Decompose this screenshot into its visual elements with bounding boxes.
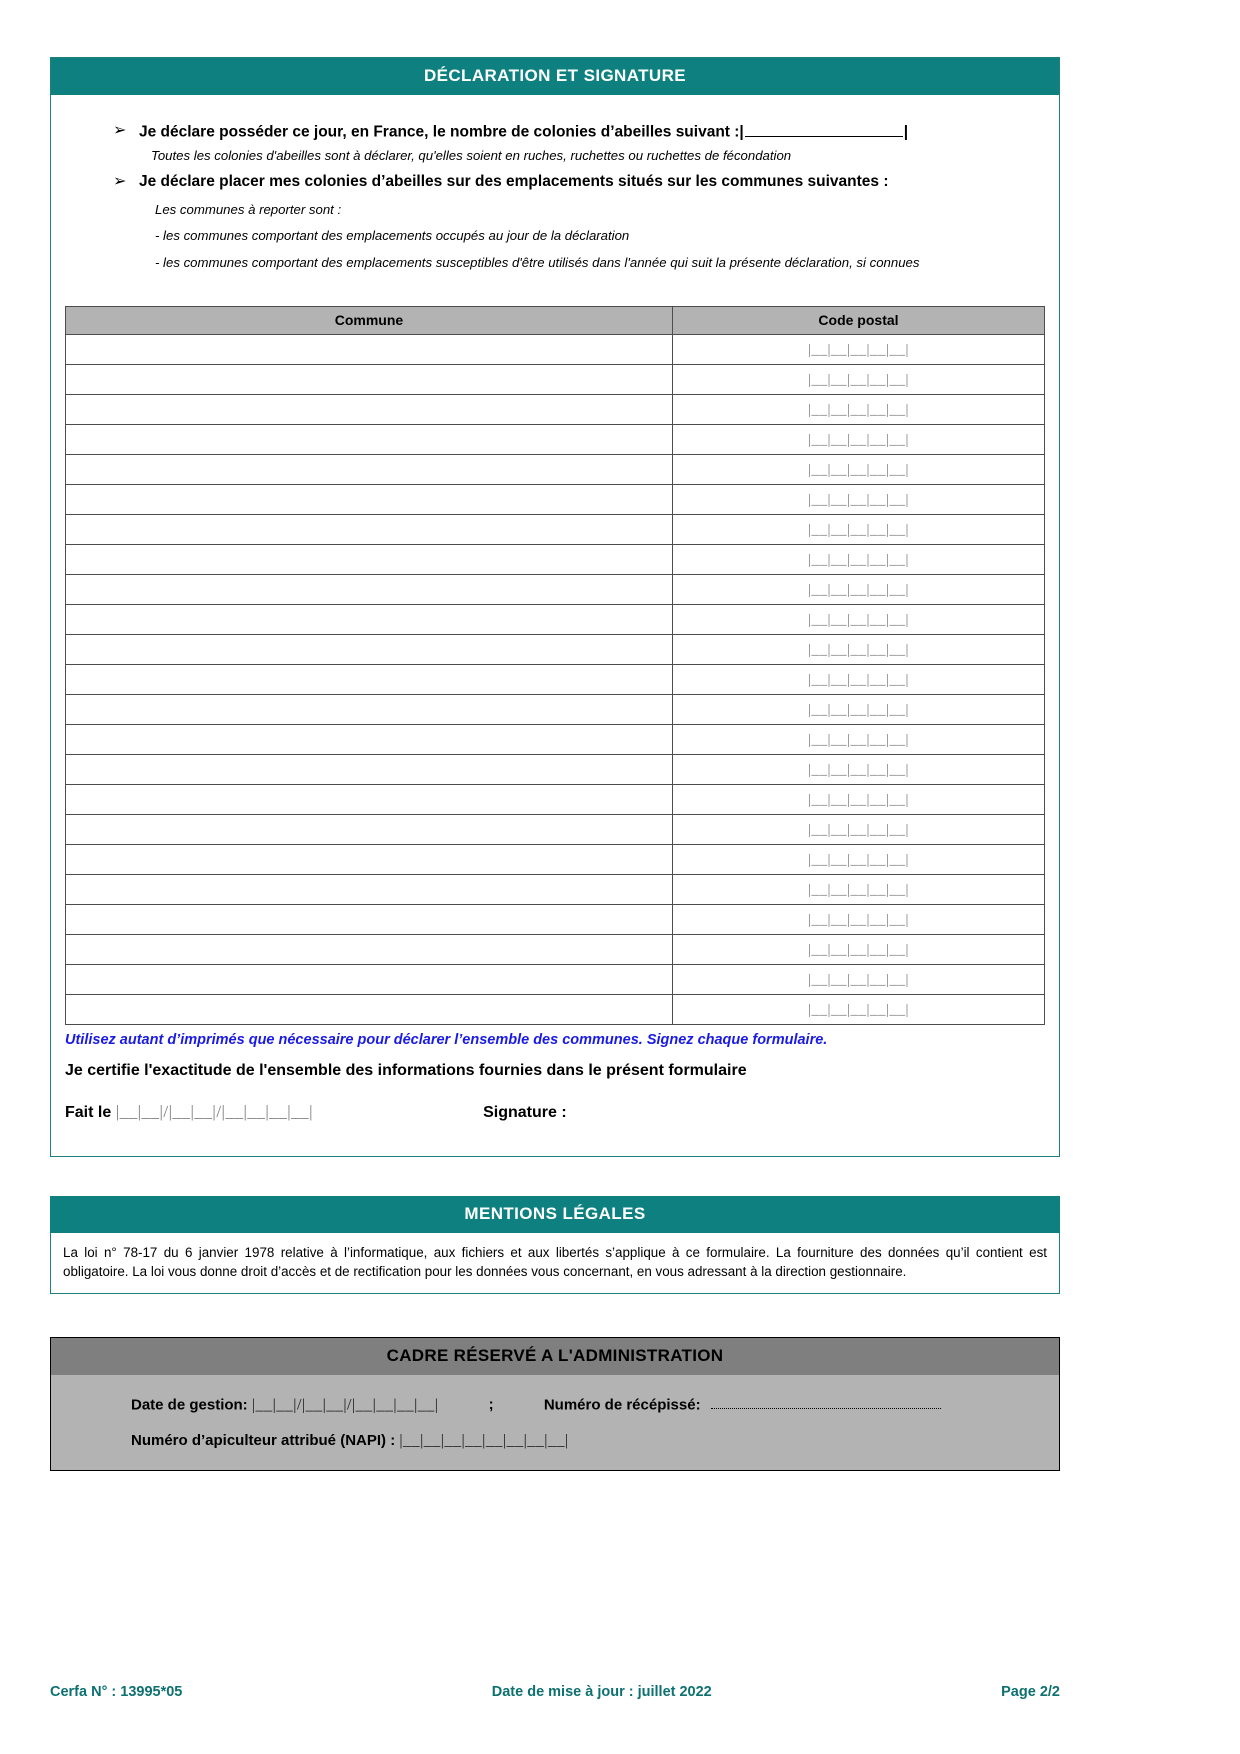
declaration-section-header: DÉCLARATION ET SIGNATURE [51,58,1059,95]
commune-input[interactable] [66,785,673,815]
commune-input[interactable] [66,845,673,875]
commune-input[interactable] [66,545,673,575]
administration-body [51,1375,1059,1471]
code-postal-input[interactable] [672,635,1044,665]
commune-input[interactable] [66,935,673,965]
legal-notice-text: La loi n° 78-17 du 6 janvier 1978 relative à l’informatique, aux fichiers et aux libertés s’applique à ce formulaire. La fourniture des données qu’il contient est obligatoire. La loi vous donne droit d’accès et de rectification pour les données vous concernant, en vous adressant à la direction gestionnaire. [50,1233,1060,1294]
code-postal-boxes: |__|__|__|__|__| [807,791,909,808]
commune-input[interactable] [66,395,673,425]
arrow-bullet-icon-2: ➢ [113,172,127,190]
code-postal-boxes: |__|__|__|__|__| [807,761,909,778]
commune-input[interactable] [66,605,673,635]
table-row [66,335,1045,365]
column-header-commune: Commune [66,307,673,335]
table-row [66,515,1045,545]
commune-input[interactable] [66,695,673,725]
administration-napi-row [51,1432,1059,1450]
code-postal-input[interactable] [672,545,1044,575]
communes-table [65,306,1045,1025]
commune-input[interactable] [66,425,673,455]
code-postal-boxes: |__|__|__|__|__| [807,941,909,958]
communes-note-intro: Les communes à reporter sont : [155,201,342,217]
code-postal-boxes: |__|__|__|__|__| [807,491,909,508]
table-row [66,995,1045,1025]
date-de-gestion-label: Date de gestion: [131,1396,248,1414]
declaration-item-colonies-note: Toutes les colonies d'abeilles sont à déclarer, qu'elles soient en ruches, ruchettes ou ruchettes de fécondation [151,148,792,164]
commune-input[interactable] [66,815,673,845]
communes-note-future: - les communes comportant des emplacements susceptibles d'être utilisés dans l'année qui suit la présente déclaration, si connues [155,254,920,270]
communes-note-occupied: - les communes comportant des emplacements occupés au jour de la déclaration [155,228,630,244]
table-row [66,785,1045,815]
communes-table-header-row [66,307,1045,335]
table-row [66,755,1045,785]
commune-input[interactable] [66,875,673,905]
column-header-code-postal: Code postal [672,307,1044,335]
code-postal-boxes: |__|__|__|__|__| [807,881,909,898]
code-postal-input[interactable] [672,455,1044,485]
table-row [66,695,1045,725]
code-postal-boxes: |__|__|__|__|__| [807,611,909,628]
page-footer [50,1684,1060,1700]
declaration-section [50,57,1060,1157]
declaration-body [51,95,1059,303]
code-postal-input[interactable] [672,935,1044,965]
date-de-gestion-input[interactable]: |__|__|/|__|__|/|__|__|__|__| [251,1396,439,1414]
code-postal-boxes: |__|__|__|__|__| [807,971,909,988]
commune-input[interactable] [66,365,673,395]
code-postal-input[interactable] [672,755,1044,785]
commune-input[interactable] [66,335,673,365]
code-postal-input[interactable] [672,485,1044,515]
table-row [66,605,1045,635]
legal-notice-section [50,1196,1060,1294]
fait-le-label: Fait le [65,1104,112,1122]
code-postal-boxes: |__|__|__|__|__| [807,641,909,658]
declaration-item-colonies-text: Je déclare posséder ce jour, en France, le nombre de colonies d’abeilles suivant : [139,123,740,141]
table-row [66,905,1045,935]
administration-section [50,1337,1060,1471]
communes-table-wrapper [51,302,1059,1025]
colonies-field-pipe-end: | [903,123,909,141]
napi-input[interactable]: |__|__|__|__|__|__|__|__| [399,1432,569,1450]
code-postal-boxes: |__|__|__|__|__| [807,521,909,538]
table-row [66,545,1045,575]
code-postal-boxes: |__|__|__|__|__| [807,731,909,748]
napi-label: Numéro d’apiculteur attribué (NAPI) : [131,1432,396,1450]
code-postal-boxes: |__|__|__|__|__| [807,911,909,928]
table-row [66,815,1045,845]
code-postal-boxes: |__|__|__|__|__| [807,821,909,838]
table-row [66,575,1045,605]
code-postal-input[interactable] [672,605,1044,635]
field-separator: ; [488,1396,494,1414]
declaration-item-colonies [65,121,1045,144]
commune-input[interactable] [66,455,673,485]
code-postal-input[interactable] [672,995,1044,1025]
footer-cerfa-number: Cerfa N° : 13995*05 [50,1684,183,1700]
code-postal-input[interactable] [672,665,1044,695]
certification-statement: Je certifie l'exactitude de l'ensemble des informations fournies dans le présent formulaire [65,1062,747,1080]
administration-section-header: CADRE RÉSERVÉ A L'ADMINISTRATION [51,1338,1059,1375]
commune-input[interactable] [66,485,673,515]
fait-le-group [65,1102,313,1122]
code-postal-input[interactable] [672,875,1044,905]
commune-input[interactable] [66,755,673,785]
table-row [66,425,1045,455]
numero-recepisse-label: Numéro de récépissé: [543,1396,701,1414]
code-postal-input[interactable] [672,425,1044,455]
table-row [66,875,1045,905]
table-row [66,365,1045,395]
table-row [66,965,1045,995]
table-row [66,485,1045,515]
table-row [66,665,1045,695]
commune-input[interactable] [66,965,673,995]
code-postal-boxes: |__|__|__|__|__| [807,401,909,418]
signature-label: Signature : [483,1104,567,1122]
fait-le-date-input[interactable]: |__|__|/|__|__|/|__|__|__|__| [115,1102,314,1122]
table-row [66,455,1045,485]
declaration-item-communes [65,172,1045,193]
footer-page-number: Page 2/2 [1001,1684,1060,1700]
colonies-field-pipe: | [739,123,744,141]
code-postal-input[interactable] [672,845,1044,875]
table-row [66,935,1045,965]
code-postal-boxes: |__|__|__|__|__| [807,551,909,568]
communes-table-body [66,335,1045,1025]
table-row [66,635,1045,665]
arrow-bullet-icon: ➢ [113,121,127,139]
code-postal-input[interactable] [672,785,1044,815]
administration-date-row [51,1395,1059,1415]
code-postal-boxes: |__|__|__|__|__| [807,671,909,688]
numero-recepisse-input[interactable] [711,1395,941,1410]
code-postal-input[interactable] [672,365,1044,395]
declaration-item-communes-label: Je déclare placer mes colonies d’abeilles sur des emplacements situés sur les communes suivantes : [139,172,889,190]
table-row [66,395,1045,425]
code-postal-boxes: |__|__|__|__|__| [807,581,909,598]
commune-input[interactable] [66,725,673,755]
code-postal-input[interactable] [672,335,1044,365]
code-postal-boxes: |__|__|__|__|__| [807,341,909,358]
code-postal-boxes: |__|__|__|__|__| [807,461,909,478]
code-postal-input[interactable] [672,725,1044,755]
commune-input[interactable] [66,635,673,665]
code-postal-input[interactable] [672,905,1044,935]
signature-row [51,1080,1059,1156]
code-postal-input[interactable] [672,815,1044,845]
code-postal-boxes: |__|__|__|__|__| [807,851,909,868]
table-row [66,845,1045,875]
code-postal-input[interactable] [672,575,1044,605]
code-postal-boxes: |__|__|__|__|__| [807,1001,909,1018]
commune-input[interactable] [66,515,673,545]
commune-input[interactable] [66,905,673,935]
legal-notice-header: MENTIONS LÉGALES [50,1196,1060,1233]
colonies-count-input[interactable] [745,121,903,137]
multiple-forms-warning: Utilisez autant d’imprimés que nécessaire pour déclarer l’ensemble des communes. Signez chaque formulaire. [65,1032,828,1049]
table-row [66,725,1045,755]
footer-update-date: Date de mise à jour : juillet 2022 [491,1684,712,1700]
code-postal-boxes: |__|__|__|__|__| [807,701,909,718]
commune-input[interactable] [66,575,673,605]
code-postal-boxes: |__|__|__|__|__| [807,431,909,448]
code-postal-boxes: |__|__|__|__|__| [807,371,909,388]
declaration-item-colonies-label [139,121,1045,144]
code-postal-input[interactable] [672,515,1044,545]
commune-input[interactable] [66,995,673,1025]
code-postal-input[interactable] [672,965,1044,995]
code-postal-input[interactable] [672,695,1044,725]
code-postal-input[interactable] [672,395,1044,425]
commune-input[interactable] [66,665,673,695]
